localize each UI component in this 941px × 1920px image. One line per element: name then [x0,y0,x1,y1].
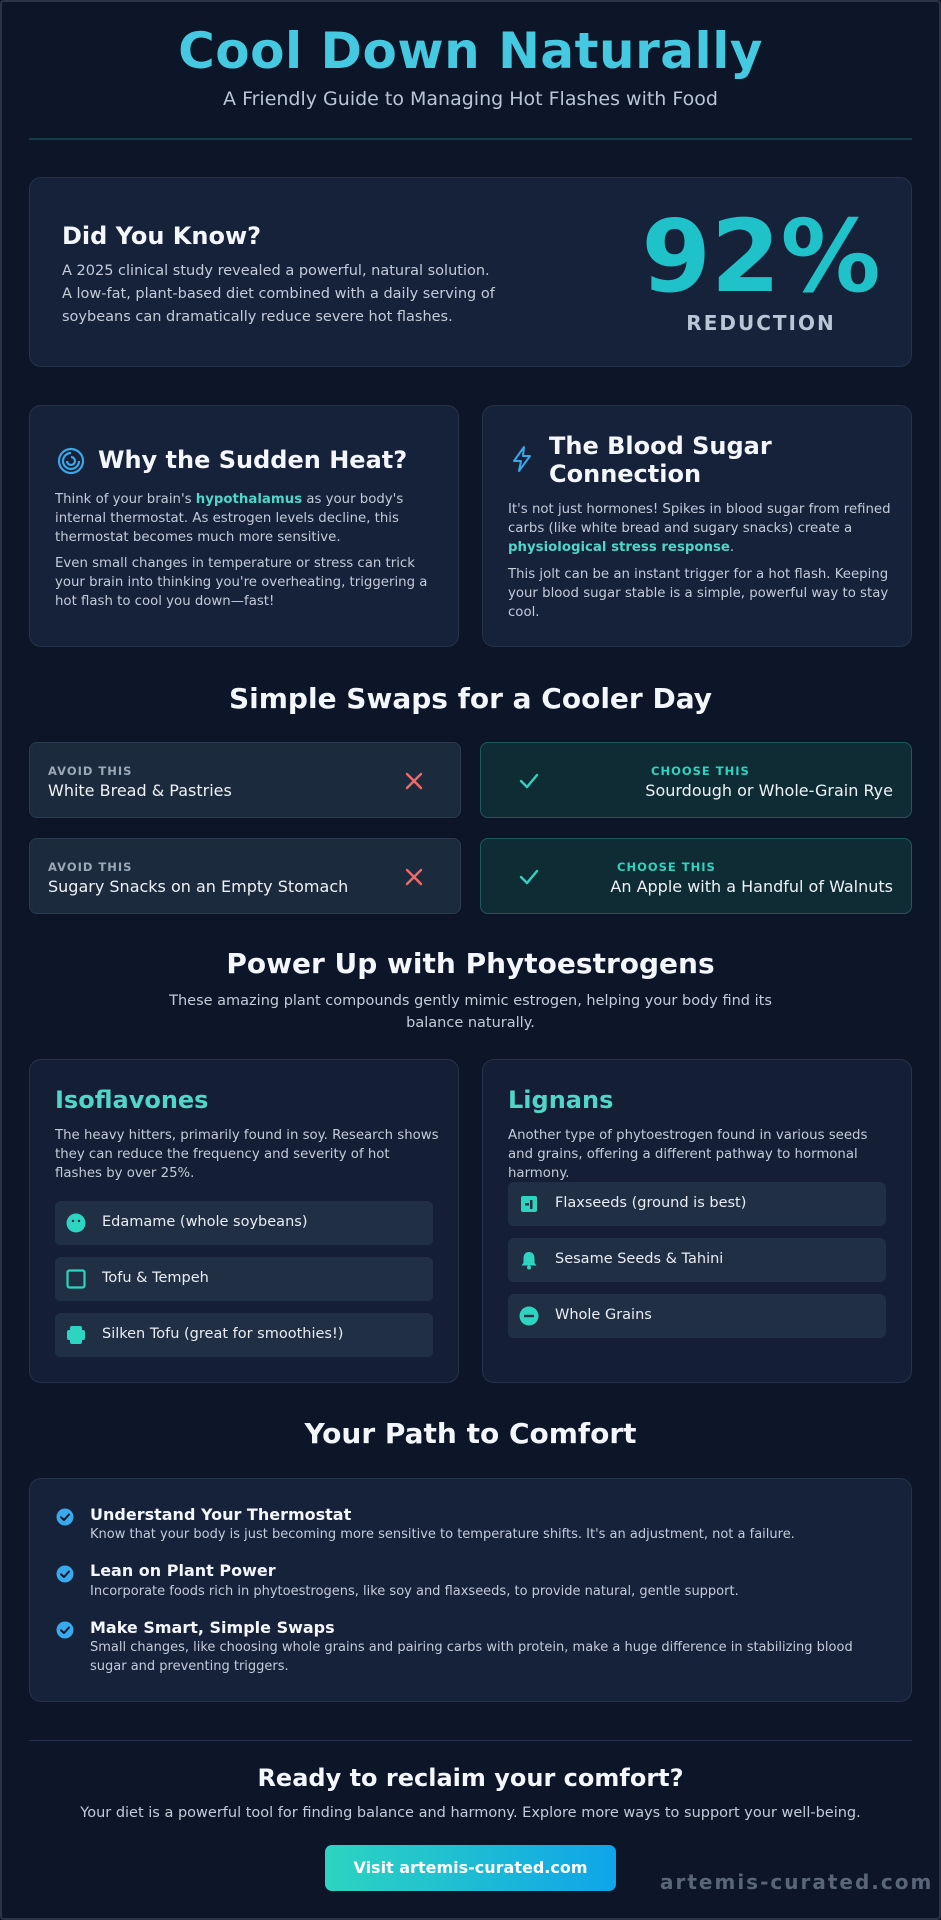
swap-choose-item [480,838,912,914]
lightning-icon [507,444,537,474]
info-card-sudden-heat [29,405,459,647]
text-segment: . [729,540,735,555]
list-item [55,1257,433,1301]
step-title: Make Smart, Simple Swaps [90,1618,335,1637]
phyto-section-title: Power Up with Phytoestrogens [226,947,715,980]
info-card-title: Why the Sudden Heat? [98,446,408,474]
close-icon [402,769,426,793]
phyto-card-title: Lignans [508,1086,614,1114]
block-icon [66,1325,86,1345]
path-card [29,1478,912,1702]
stat-label: REDUCTION [686,311,836,335]
step-text: Incorporate foods rich in phytoestrogens, like soy and flaxseeds, to provide natural, gentle support. [90,1584,739,1599]
list-item [55,1313,433,1357]
watermark: artemis-curated.com [660,1870,934,1894]
avoid-text: Sugary Snacks on an Empty Stomach [48,877,349,896]
close-icon [402,865,426,889]
phyto-section-subtitle: These amazing plant compounds gently mimic estrogen, helping your body find its balance naturally. [169,993,772,1031]
avoid-text: White Bread & Pastries [48,781,232,800]
text-segment: as your body's internal thermostat. As estrogen levels decline, this thermostat becomes much more sensitive. [55,492,404,545]
stat-value: 92% [641,198,881,315]
list-item [55,1201,433,1245]
list-item [508,1294,886,1338]
cta-title: Ready to reclaim your comfort? [257,1764,684,1792]
cta-text: Your diet is a powerful tool for finding balance and harmony. Explore more ways to support your well-being. [80,1805,861,1821]
bell-icon [519,1250,539,1270]
list-item-label: Edamame (whole soybeans) [102,1214,308,1230]
face-icon [66,1213,86,1233]
did-you-know-card [29,177,912,367]
check-circle-icon [56,1621,74,1639]
info-card-paragraph: This jolt can be an instant trigger for a hot flash. Keeping your blood sugar stable is a simple, powerful way to stay cool. [508,567,889,620]
list-item-label: Tofu & Tempeh [102,1270,209,1286]
text-segment: It's not just hormones! Spikes in blood sugar from refined carbs (like white bread and sugary snacks) create a [508,502,891,536]
info-card-title: The Blood Sugar Connection [549,432,772,488]
choose-tag: CHOOSE THIS [617,860,716,874]
spiral-icon [56,446,86,476]
page-subtitle: A Friendly Guide to Managing Hot Flashes with Food [223,88,718,110]
list-item-label: Silken Tofu (great for smoothies!) [102,1326,344,1342]
swaps-section-title: Simple Swaps for a Cooler Day [228,682,712,715]
phyto-card-text: Another type of phytoestrogen found in various seeds and grains, offering a different pathway to hormonal harmony. [508,1128,868,1181]
swap-avoid-item [29,742,461,818]
seed-box-icon [519,1194,539,1214]
isoflavones-card [29,1059,459,1383]
list-item-label: Flaxseeds (ground is best) [555,1195,747,1211]
avoid-tag: AVOID THIS [48,764,133,778]
list-item-label: Whole Grains [555,1307,652,1323]
info-card-paragraph: Even small changes in temperature or stress can trick your brain into thinking you're overheating, triggering a hot flash to cool you down—fast! [55,556,428,609]
path-section-title: Your Path to Comfort [304,1417,637,1450]
minus-circle-icon [519,1306,539,1326]
check-circle-icon [56,1508,74,1526]
page-title: Cool Down Naturally [178,22,763,80]
list-item [508,1182,886,1226]
visit-site-button[interactable]: Visit artemis-curated.com [325,1845,616,1891]
highlight-term: physiological stress response [508,540,730,555]
footer-divider [29,1740,912,1741]
highlight-term: hypothalamus [195,492,303,507]
check-circle-icon [56,1565,74,1583]
did-you-know-title: Did You Know? [62,222,262,250]
check-icon [517,865,541,889]
phyto-card-text: The heavy hitters, primarily found in soy. Research shows they can reduce the frequency and severity of hot flashes by over 25%. [55,1128,439,1181]
info-card-blood-sugar [482,405,912,647]
avoid-tag: AVOID THIS [48,860,133,874]
choose-text: Sourdough or Whole-Grain Rye [645,781,893,800]
phyto-card-title: Isoflavones [55,1086,209,1114]
choose-tag: CHOOSE THIS [651,764,750,778]
did-you-know-text: A 2025 clinical study revealed a powerful, natural solution. A low-fat, plant-based diet combined with a daily serving of soybeans can dramatically reduce severe hot flashes. [62,263,495,325]
choose-text: An Apple with a Handful of Walnuts [610,877,893,896]
text-segment: Think of your brain's [55,492,196,507]
step-title: Understand Your Thermostat [90,1505,352,1524]
step-text: Know that your body is just becoming more sensitive to temperature shifts. It's an adjustment, not a failure. [90,1527,795,1542]
swap-avoid-item [29,838,461,914]
info-card-paragraph [508,500,893,557]
lignans-card [482,1059,912,1383]
step-text: Small changes, like choosing whole grains and pairing carbs with protein, make a huge difference in stabilizing blood sugar and preventing triggers. [90,1640,853,1674]
square-icon [66,1269,86,1289]
step-title: Lean on Plant Power [90,1561,276,1580]
header-divider [29,138,912,140]
info-card-paragraph [55,490,440,547]
list-item-label: Sesame Seeds & Tahini [555,1251,724,1267]
check-icon [517,769,541,793]
swap-choose-item [480,742,912,818]
list-item [508,1238,886,1282]
